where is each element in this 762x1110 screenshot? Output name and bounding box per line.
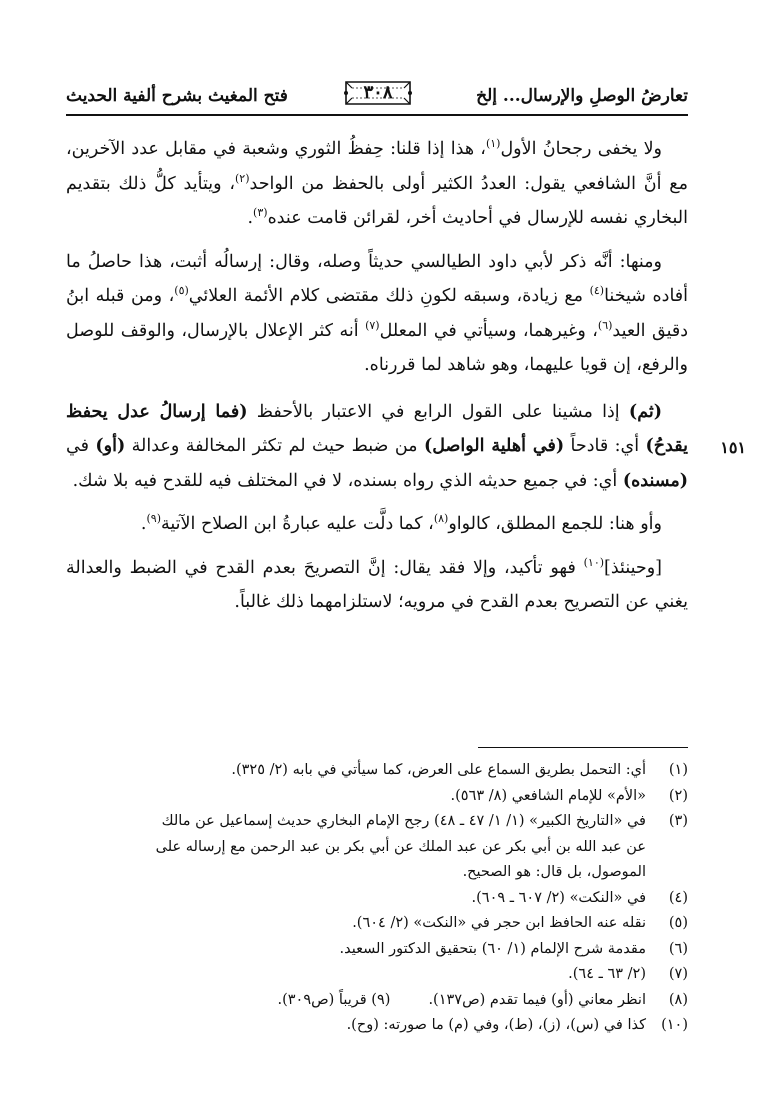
- footnote-number: (٥): [668, 915, 688, 931]
- text-run: .: [140, 514, 147, 534]
- footnote-number: (١): [668, 762, 688, 778]
- text-run: إذا مشينا على القول الرابع في الاعتبار بالأحفظ: [247, 401, 629, 422]
- matn-text: (أو): [95, 436, 126, 456]
- paragraph-2: [66, 245, 688, 383]
- text-run: وأو هنا: للجمع المطلق، كالواو: [448, 514, 662, 534]
- footnote-ref[interactable]: (٦): [597, 318, 613, 332]
- text-run: فهو تأكيد، وإلا فقد يقال: إنَّ التصريحَ بعدم القدح في الضبط والعدالة يغني عن التصريح بعدم القدح في مرويه؛ لاستلزامهما ذلك غالباً.: [66, 557, 688, 612]
- paragraph-4: [66, 507, 688, 542]
- text-run: ومنها: أنَّه ذكر لأبي داود الطيالسي حديثاً وصله، وقال: إرسالُه أثبت، هذا حاصلُ ما أفاده شيخنا: [66, 251, 689, 306]
- text-run: مع زيادة، وسبقه لكونِ ذلك مقتضى كلام الأئمة العلائي: [188, 286, 590, 306]
- footnote-number: (٩): [371, 991, 391, 1008]
- footnote-ref[interactable]: (٨): [433, 512, 449, 526]
- footnote-number: (١٠): [661, 1017, 688, 1033]
- text-run: [وحينئذ]: [604, 557, 662, 578]
- text-run: .: [247, 208, 254, 228]
- text-run: ، كما دلَّت عليه عبارةُ ابن الصلاح الآتية: [161, 514, 434, 534]
- footnote-number: (٣): [668, 813, 688, 829]
- footnote-7: [150, 962, 688, 988]
- footnote-text: أي: التحمل بطريق السماع على العرض، كما سيأتي في بابه (٢/ ٣٢٥).: [231, 762, 646, 778]
- footnote-2: [150, 784, 688, 810]
- footnote-text: نقله عنه الحافظ ابن حجر في «النكت» (٢/ ٦٠٤).: [352, 915, 646, 931]
- footnote-text: (٢/ ٦٣ ـ ٦٤).: [568, 966, 646, 982]
- footnote-5: [150, 911, 688, 937]
- footnote-ref[interactable]: (١): [485, 137, 501, 151]
- matn-text: (مسنده): [622, 470, 688, 491]
- verse-margin-number: ١٥١: [720, 437, 746, 457]
- footnote-4: [150, 886, 688, 912]
- footnote-10: [150, 1013, 688, 1039]
- footnote-1: [150, 758, 688, 784]
- footnote-text: «الأم» للإمام الشافعي (٨/ ٥٦٣).: [450, 787, 646, 804]
- header-rule: [66, 114, 688, 116]
- text-run: أي: في جميع حديثه الذي رواه بسنده، لا في المختلف فيه للقدح فيه بلا شك.: [72, 470, 623, 491]
- footnote-text: مقدمة شرح الإلمام (١/ ٦٠) بتحقيق الدكتور السعيد.: [339, 940, 646, 957]
- footnote-number: (٨): [668, 991, 688, 1008]
- footnote-ref[interactable]: (٢): [235, 171, 250, 185]
- text-run: ، هذا إذا قلنا: حِفظُ الثوري وشعبة في مقابل عدد الآخرين، مع أنَّ الشافعي يقول: العددُ الكثير أولى بالحفظ من الواحد: [66, 139, 688, 194]
- text-run: ولا يخفى رجحانُ الأول: [500, 139, 662, 159]
- footnote-text: في «النكت» (٢/ ٦٠٧ ـ ٦٠٩).: [471, 889, 646, 906]
- footnote-text: قريباً (ص٣٠٩).: [277, 991, 367, 1008]
- page-header: [66, 78, 688, 122]
- main-text: [66, 132, 746, 629]
- text-run: أنه كثر الإعلال بالإرسال، والوقف للوصل والرفع، إن قويا عليهما، وهو شاهد لما قررناه.: [66, 320, 688, 375]
- footnote-number: (٢): [668, 787, 688, 804]
- text-run: أي: قادحاً: [564, 436, 646, 456]
- footnote-text: في «التاريخ الكبير» (١/ ١/ ٤٧ ـ ٤٨) رجح الإمام البخاري حديث إسماعيل عن مالك عن عبد الله بن أبي بكر عن عبد الملك عن أبي بكر بن عبد الرحمن مع إرساله على الموصول، بل قال: هو الصحيح.: [155, 813, 646, 880]
- text-run: في: [66, 436, 96, 456]
- text-run: ، ومن قبله ابنُ دقيق العيد: [66, 286, 689, 341]
- text-run: ، وغيرهما، وسيأتي في المعلل: [379, 320, 598, 341]
- page-number-ornament: [342, 78, 414, 108]
- running-title-left: فتح المغيث بشرح ألفية الحديث: [66, 86, 288, 106]
- paragraph-5: [66, 551, 688, 620]
- footnote-ref[interactable]: (٩): [146, 512, 162, 526]
- commentary-block: [66, 395, 746, 499]
- footnote-6: [150, 937, 688, 963]
- footnote-3: [150, 809, 688, 886]
- page-number: ٣٠٨: [363, 82, 393, 103]
- footnote-ref[interactable]: (٣): [253, 206, 268, 220]
- footnote-number: (٧): [668, 966, 688, 982]
- footnote-number: (٦): [668, 940, 688, 957]
- text-run: من ضبط حيث لم تكثر المخالفة وعدالة: [125, 436, 424, 456]
- matn-text: (في أهلية الواصل): [423, 436, 565, 456]
- paragraph-1: [66, 132, 688, 236]
- footnote-ref[interactable]: (١٠): [583, 555, 605, 569]
- footnote-ref[interactable]: (٤): [589, 284, 605, 298]
- footnote-9: [277, 988, 390, 1014]
- footnote-text: كذا في (س)، (ز)، (ط)، وفي (م) ما صورته: (وح).: [346, 1017, 646, 1033]
- footnote-text: انظر معاني (أو) فيما تقدم (ص١٣٧).: [428, 991, 646, 1008]
- text-run: ، ويتأيد كلُّ ذلك بتقديم البخاري نفسه للإرسال في أحاديث أخر، لقرائن قامت عنده: [66, 173, 688, 228]
- matn-text: (فما إرسالُ عدل يحفظ يقدحُ): [66, 401, 688, 456]
- footnote-number: (٤): [668, 889, 688, 906]
- matn-text: (ثم): [628, 401, 662, 422]
- running-title-right: تعارضُ الوصلِ والإرسال... إلخ: [476, 86, 688, 106]
- footnote-ref[interactable]: (٥): [174, 284, 189, 298]
- footnote-ref[interactable]: (٧): [365, 318, 380, 332]
- footnote-separator: [478, 747, 688, 748]
- footnote-row-8-9: [150, 988, 688, 1014]
- footnotes: [150, 758, 688, 1039]
- paragraph-3: [66, 395, 688, 499]
